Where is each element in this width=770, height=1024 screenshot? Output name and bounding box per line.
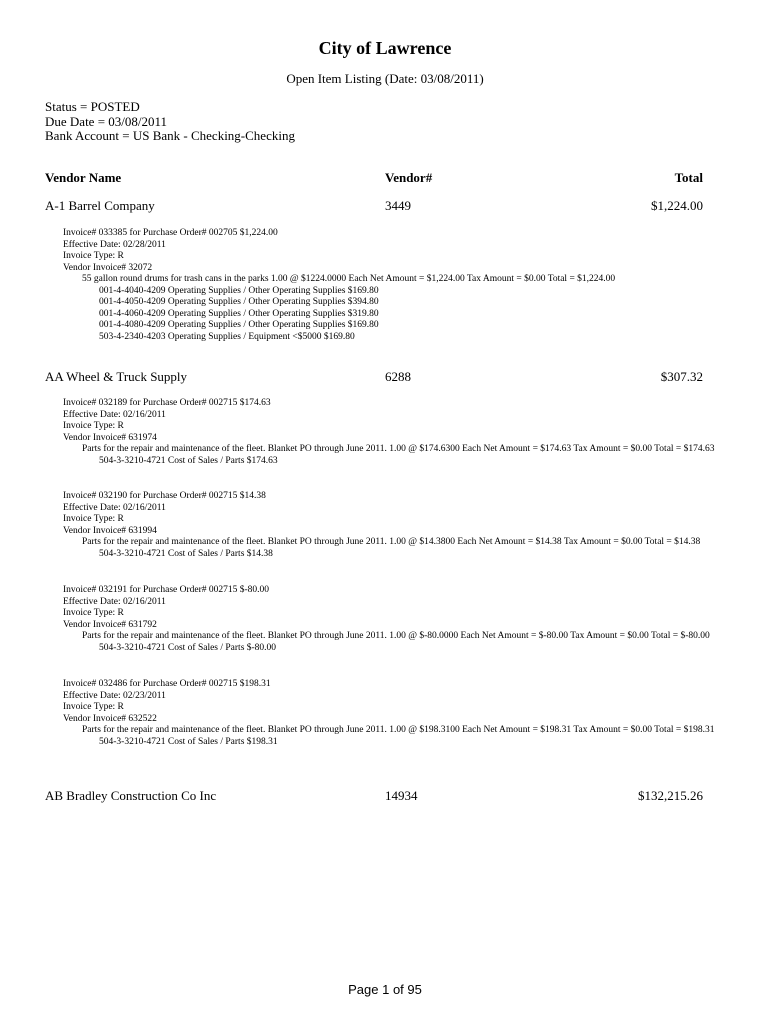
- page-number: Page 1 of 95: [348, 982, 422, 997]
- account-line: 001-4-4050-4209 Operating Supplies / Other Operating Supplies $394.80: [99, 297, 379, 307]
- account-line: 001-4-4040-4209 Operating Supplies / Other Operating Supplies $169.80: [99, 285, 379, 296]
- vendor-number: 6288: [385, 369, 411, 384]
- invoice-type: Invoice Type: R: [63, 702, 124, 712]
- invoice-type: Invoice Type: R: [63, 421, 124, 431]
- invoice-description: 55 gallon round drums for trash cans in the parks 1.00 @ $1224.0000 Each Net Amount = $1,224.00 Tax Amount = $0.00 Total = $1,224.00: [82, 274, 616, 284]
- column-header-vendor-number: Vendor#: [385, 170, 433, 185]
- account-line: 001-4-4060-4209 Operating Supplies / Other Operating Supplies $319.80: [99, 308, 379, 319]
- status-filter: Status = POSTED: [45, 99, 140, 114]
- vendor-number: 3449: [385, 198, 411, 213]
- column-header-total: Total: [674, 170, 703, 185]
- invoice-effective-date: Effective Date: 02/16/2011: [63, 409, 166, 420]
- invoice-block: [0, 679, 770, 748]
- vendor-total: $1,224.00: [651, 198, 703, 213]
- report-parameters: [45, 100, 295, 144]
- vendor-invoice-number: Vendor Invoice# 632522: [63, 713, 157, 724]
- account-line: 504-3-3210-4721 Cost of Sales / Parts $14.38: [99, 548, 273, 559]
- vendor-total: $307.32: [660, 369, 703, 384]
- vendor-invoice-number: Vendor Invoice# 32072: [63, 262, 153, 273]
- invoice-effective-date: Effective Date: 02/16/2011: [63, 502, 166, 513]
- invoice-block: [0, 228, 770, 343]
- invoice-description: Parts for the repair and maintenance of the fleet. Blanket PO through June 2011. 1.00 @ $198.3100 Each Net Amount = $198.31 Tax Amount = $0.00 Total = $198.31: [82, 725, 715, 735]
- bank-account-filter: Bank Account = US Bank - Checking-Checking: [45, 128, 295, 143]
- invoice-block: [0, 491, 770, 560]
- invoice-type: Invoice Type: R: [63, 251, 124, 261]
- invoice-effective-date: Effective Date: 02/28/2011: [63, 239, 166, 250]
- invoice-header: Invoice# 032191 for Purchase Order# 002715 $-80.00: [63, 585, 270, 595]
- account-line: 504-3-3210-4721 Cost of Sales / Parts $174.63: [99, 455, 278, 466]
- due-date-filter: Due Date = 03/08/2011: [45, 113, 168, 129]
- account-line: 504-3-3210-4721 Cost of Sales / Parts $198.31: [99, 736, 278, 747]
- invoice-block: [0, 585, 770, 654]
- vendor-invoice-number: Vendor Invoice# 631994: [63, 525, 157, 536]
- invoice-type: Invoice Type: R: [63, 514, 124, 524]
- report-title: City of Lawrence: [318, 38, 452, 58]
- vendor-total: $132,215.26: [638, 788, 703, 803]
- invoice-header: Invoice# 033385 for Purchase Order# 002705 $1,224.00: [63, 228, 278, 238]
- invoice-header: Invoice# 032190 for Purchase Order# 002715 $14.38: [63, 491, 266, 501]
- account-line: 001-4-4080-4209 Operating Supplies / Other Operating Supplies $169.80: [99, 320, 379, 330]
- vendor-number: 14934: [385, 788, 418, 803]
- vendor-name: AA Wheel & Truck Supply: [45, 369, 188, 384]
- vendor-invoice-number: Vendor Invoice# 631974: [63, 432, 157, 443]
- column-header-vendor-name: Vendor Name: [45, 170, 122, 185]
- invoice-effective-date: Effective Date: 02/23/2011: [63, 690, 166, 701]
- account-line: 503-4-2340-4203 Operating Supplies / Equipment <$5000 $169.80: [99, 331, 355, 342]
- invoice-header: Invoice# 032486 for Purchase Order# 002715 $198.31: [63, 679, 271, 689]
- invoice-description: Parts for the repair and maintenance of the fleet. Blanket PO through June 2011. 1.00 @ $14.3800 Each Net Amount = $14.38 Tax Amount = $0.00 Total = $14.38: [82, 537, 701, 547]
- invoice-block: [0, 398, 770, 467]
- invoice-description: Parts for the repair and maintenance of the fleet. Blanket PO through June 2011. 1.00 @ $-80.0000 Each Net Amount = $-80.00 Tax Amount = $0.00 Total = $-80.00: [82, 631, 710, 641]
- invoice-header: Invoice# 032189 for Purchase Order# 002715 $174.63: [63, 398, 271, 408]
- invoice-description: Parts for the repair and maintenance of the fleet. Blanket PO through June 2011. 1.00 @ $174.6300 Each Net Amount = $174.63 Tax Amount = $0.00 Total = $174.63: [82, 444, 715, 454]
- account-line: 504-3-3210-4721 Cost of Sales / Parts $-80.00: [99, 642, 277, 653]
- vendor-name: A-1 Barrel Company: [45, 198, 155, 213]
- invoice-type: Invoice Type: R: [63, 608, 124, 618]
- vendor-name: AB Bradley Construction Co Inc: [45, 788, 217, 803]
- vendor-invoice-number: Vendor Invoice# 631792: [63, 619, 157, 630]
- report-subtitle: Open Item Listing (Date: 03/08/2011): [286, 71, 484, 86]
- invoice-effective-date: Effective Date: 02/16/2011: [63, 596, 166, 607]
